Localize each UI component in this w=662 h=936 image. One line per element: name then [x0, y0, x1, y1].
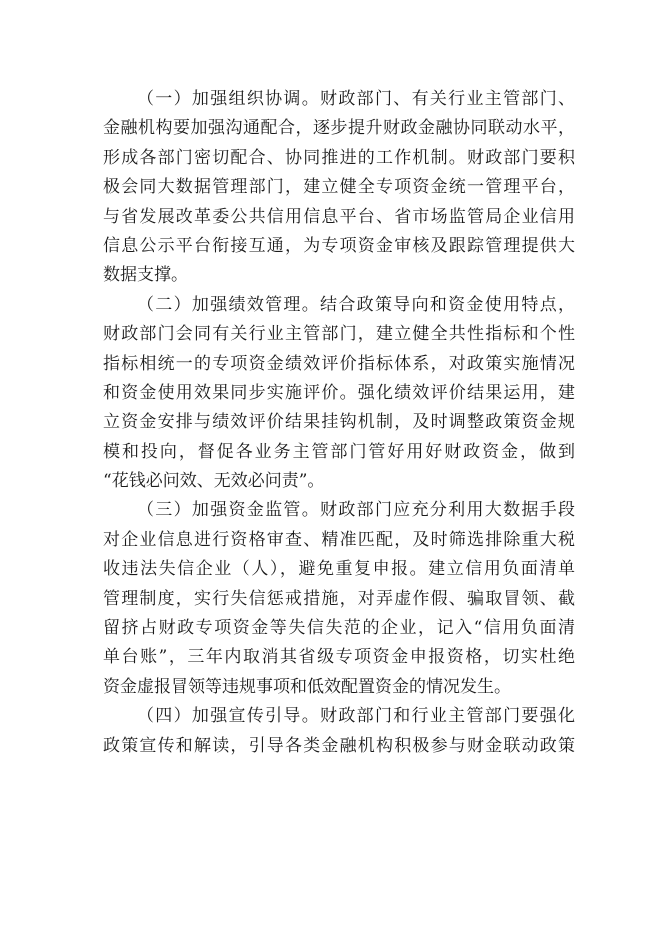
text-line: （一）加强组织协调。财政部门、有关行业主管部门、 [137, 89, 575, 109]
text-line: 和资金使用效果同步实施评价。强化绩效评价结果运用，建 [103, 382, 575, 403]
paragraph-fund-supervision [103, 496, 575, 702]
text-line: 资金虚报冒领等违规事项和低效配置资金的情况发生。 [103, 676, 511, 697]
text-line: 政策宣传和解读，引导各类金融机构积极参与财金联动政策 [103, 735, 575, 756]
text-line: 与省发展改革委公共信用信息平台、省市场监管局企业信用 [103, 206, 575, 227]
text-line: 单台账”，三年内取消其省级专项资金申报资格，切实杜绝 [103, 647, 575, 668]
text-line: 形成各部门密切配合、协同推进的工作机制。财政部门要积 [103, 147, 575, 168]
text-line: 管理制度，实行失信惩戒措施，对弄虚作假、骗取冒领、截 [103, 588, 575, 609]
text-line: 模和投向，督促各业务主管部门管好用好财政资金，做到 [103, 441, 575, 462]
document-body [103, 85, 575, 761]
text-line: 收违法失信企业（人），避免重复申报。建立信用负面清单 [103, 559, 575, 580]
paragraph-publicity-guidance [103, 702, 575, 761]
text-line: “花钱必问效、无效必问责”。 [103, 471, 325, 492]
text-line: 立资金安排与绩效评价结果挂钩机制，及时调整政策资金规 [103, 412, 575, 433]
paragraph-performance-management [103, 291, 575, 497]
text-line: 数据支撑。 [103, 265, 188, 286]
text-line: （二）加强绩效管理。结合政策导向和资金使用特点， [137, 294, 575, 315]
text-line: （四）加强宣传引导。财政部门和行业主管部门要强化 [137, 706, 575, 727]
paragraph-organization-coordination [103, 85, 575, 291]
text-line: 对企业信息进行资格审查、精准匹配，及时筛选排除重大税 [103, 529, 575, 550]
text-line: （三）加强资金监管。财政部门应充分利用大数据手段 [137, 500, 575, 521]
text-line: 指标相统一的专项资金绩效评价指标体系，对政策实施情况 [103, 353, 575, 374]
text-line: 信息公示平台衔接互通，为专项资金审核及跟踪管理提供大 [103, 235, 575, 256]
text-line: 留挤占财政专项资金等失信失范的企业，记入“信用负面清 [103, 618, 575, 639]
text-line: 财政部门会同有关行业主管部门，建立健全共性指标和个性 [103, 324, 575, 345]
text-line: 金融机构要加强沟通配合，逐步提升财政金融协同联动水平， [103, 118, 575, 139]
text-line: 极会同大数据管理部门，建立健全专项资金统一管理平台， [103, 177, 575, 198]
